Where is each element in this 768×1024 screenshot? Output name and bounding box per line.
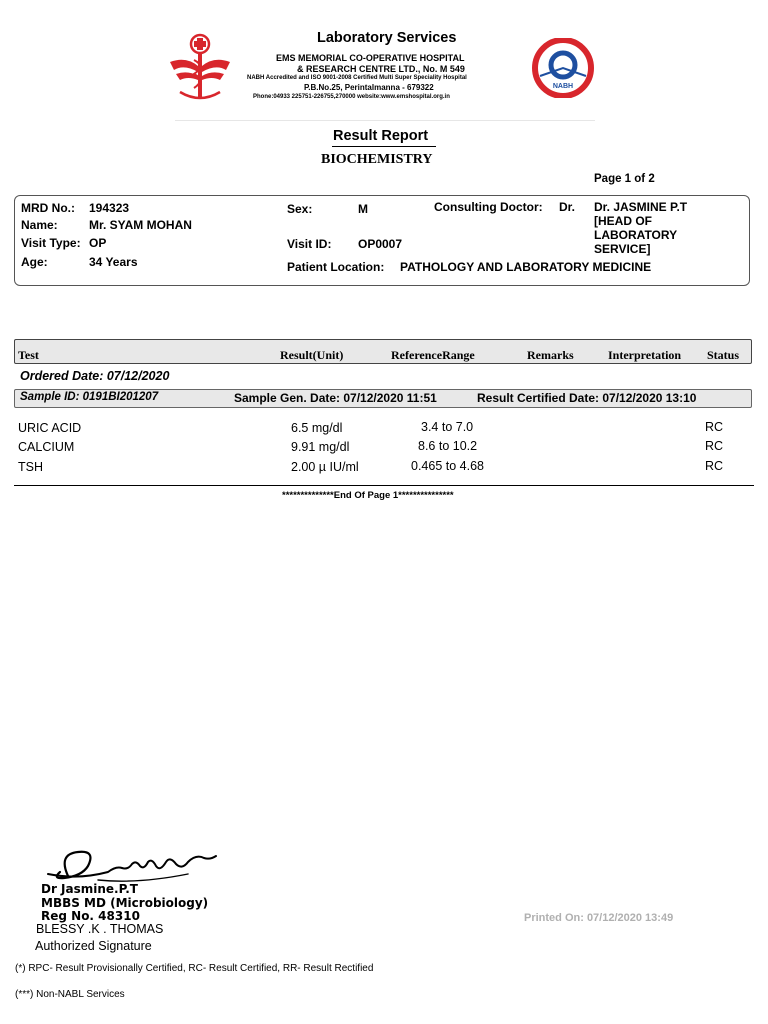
hospital-address: P.B.No.25, Perintalmanna - 679322 bbox=[304, 83, 434, 92]
hospital-name-line1: EMS MEMORIAL CO-OPERATIVE HOSPITAL bbox=[276, 53, 465, 63]
report-title: Result Report bbox=[333, 128, 429, 144]
sample-gen-date: Sample Gen. Date: 07/12/2020 11:51 bbox=[234, 391, 437, 405]
mrd-value: 194323 bbox=[89, 201, 130, 215]
nabh-logo-label: NABH bbox=[552, 83, 574, 90]
row-test: URIC ACID bbox=[18, 421, 82, 435]
visit-id-label: Visit ID: bbox=[287, 237, 332, 251]
col-interpretation: Interpretation bbox=[608, 348, 682, 362]
row-result: 2.00 µ IU/ml bbox=[291, 460, 359, 474]
col-status: Status bbox=[707, 348, 740, 362]
doctor-prefix: Dr. bbox=[559, 200, 576, 214]
ordered-date: Ordered Date: 07/12/2020 bbox=[20, 369, 170, 383]
result-certified-date: Result Certified Date: 07/12/2020 13:10 bbox=[477, 391, 697, 405]
table-bottom-rule bbox=[14, 485, 754, 486]
row-range: 3.4 to 7.0 bbox=[421, 420, 474, 434]
visit-id-value: OP0007 bbox=[358, 237, 403, 251]
staff-name: BLESSY .K . THOMAS bbox=[36, 922, 164, 936]
printed-on: Printed On: 07/12/2020 13:49 bbox=[524, 912, 674, 924]
header-divider bbox=[175, 120, 595, 121]
doctor-name-line3: LABORATORY bbox=[594, 228, 678, 242]
authorized-signature: Authorized Signature bbox=[35, 939, 152, 953]
nabh-logo bbox=[530, 38, 596, 98]
row-status: RC bbox=[705, 439, 724, 453]
visit-type-value: OP bbox=[89, 236, 107, 250]
report-title-underline bbox=[332, 146, 436, 147]
row-range: 0.465 to 4.68 bbox=[411, 459, 484, 473]
signatory-reg: Reg No. 48310 bbox=[41, 909, 140, 923]
patient-name: Mr. SYAM MOHAN bbox=[89, 218, 192, 232]
row-result: 6.5 mg/dl bbox=[291, 421, 343, 435]
doctor-name-line4: SERVICE] bbox=[594, 242, 651, 256]
location-value: PATHOLOGY AND LABORATORY MEDICINE bbox=[400, 260, 652, 274]
row-range: 8.6 to 10.2 bbox=[418, 439, 478, 453]
visit-type-label: Visit Type: bbox=[21, 236, 81, 250]
col-reference: ReferenceRange bbox=[391, 348, 475, 362]
hospital-name-line2: & RESEARCH CENTRE LTD., No. M 549 bbox=[297, 64, 465, 74]
handwritten-signature bbox=[38, 846, 220, 884]
location-label: Patient Location: bbox=[287, 260, 385, 274]
row-test: TSH bbox=[18, 460, 43, 474]
mrd-label: MRD No.: bbox=[21, 201, 75, 215]
age-label: Age: bbox=[21, 255, 48, 269]
row-test: CALCIUM bbox=[18, 440, 75, 454]
sex-value: M bbox=[358, 202, 368, 216]
lab-services-title: Laboratory Services bbox=[317, 30, 457, 46]
row-status: RC bbox=[705, 420, 724, 434]
doctor-name-line2: [HEAD OF bbox=[594, 214, 652, 228]
row-result: 9.91 mg/dl bbox=[291, 440, 350, 454]
status-legend: (*) RPC- Result Provisionally Certified, RC- Result Certified, RR- Result Rectified bbox=[15, 963, 374, 974]
col-remarks: Remarks bbox=[527, 348, 574, 362]
accreditation-text: NABH Accredited and ISO 9001-2008 Certified Multi Super Speciality Hospital bbox=[247, 75, 467, 81]
end-of-page: **************End Of Page 1*************** bbox=[282, 490, 454, 501]
row-status: RC bbox=[705, 459, 724, 473]
doctor-label: Consulting Doctor: bbox=[434, 200, 543, 214]
name-label: Name: bbox=[21, 218, 58, 232]
sex-label: Sex: bbox=[287, 202, 313, 216]
page-indicator: Page 1 of 2 bbox=[594, 173, 655, 185]
non-nabl-note: (***) Non-NABL Services bbox=[15, 989, 125, 1000]
department-title: BIOCHEMISTRY bbox=[321, 152, 433, 167]
col-result: Result(Unit) bbox=[280, 348, 344, 362]
hospital-contact: Phone:04933 225751-226755,270000 website:www.emshospital.org.in bbox=[253, 94, 450, 100]
age-value: 34 Years bbox=[89, 255, 138, 269]
hospital-logo bbox=[166, 32, 234, 104]
col-test: Test bbox=[18, 348, 39, 362]
signatory-degree: MBBS MD (Microbiology) bbox=[41, 896, 209, 910]
sample-id: Sample ID: 0191BI201207 bbox=[20, 391, 159, 403]
signatory-name: Dr Jasmine.P.T bbox=[41, 882, 138, 896]
doctor-name-line1: Dr. JASMINE P.T bbox=[594, 200, 688, 214]
